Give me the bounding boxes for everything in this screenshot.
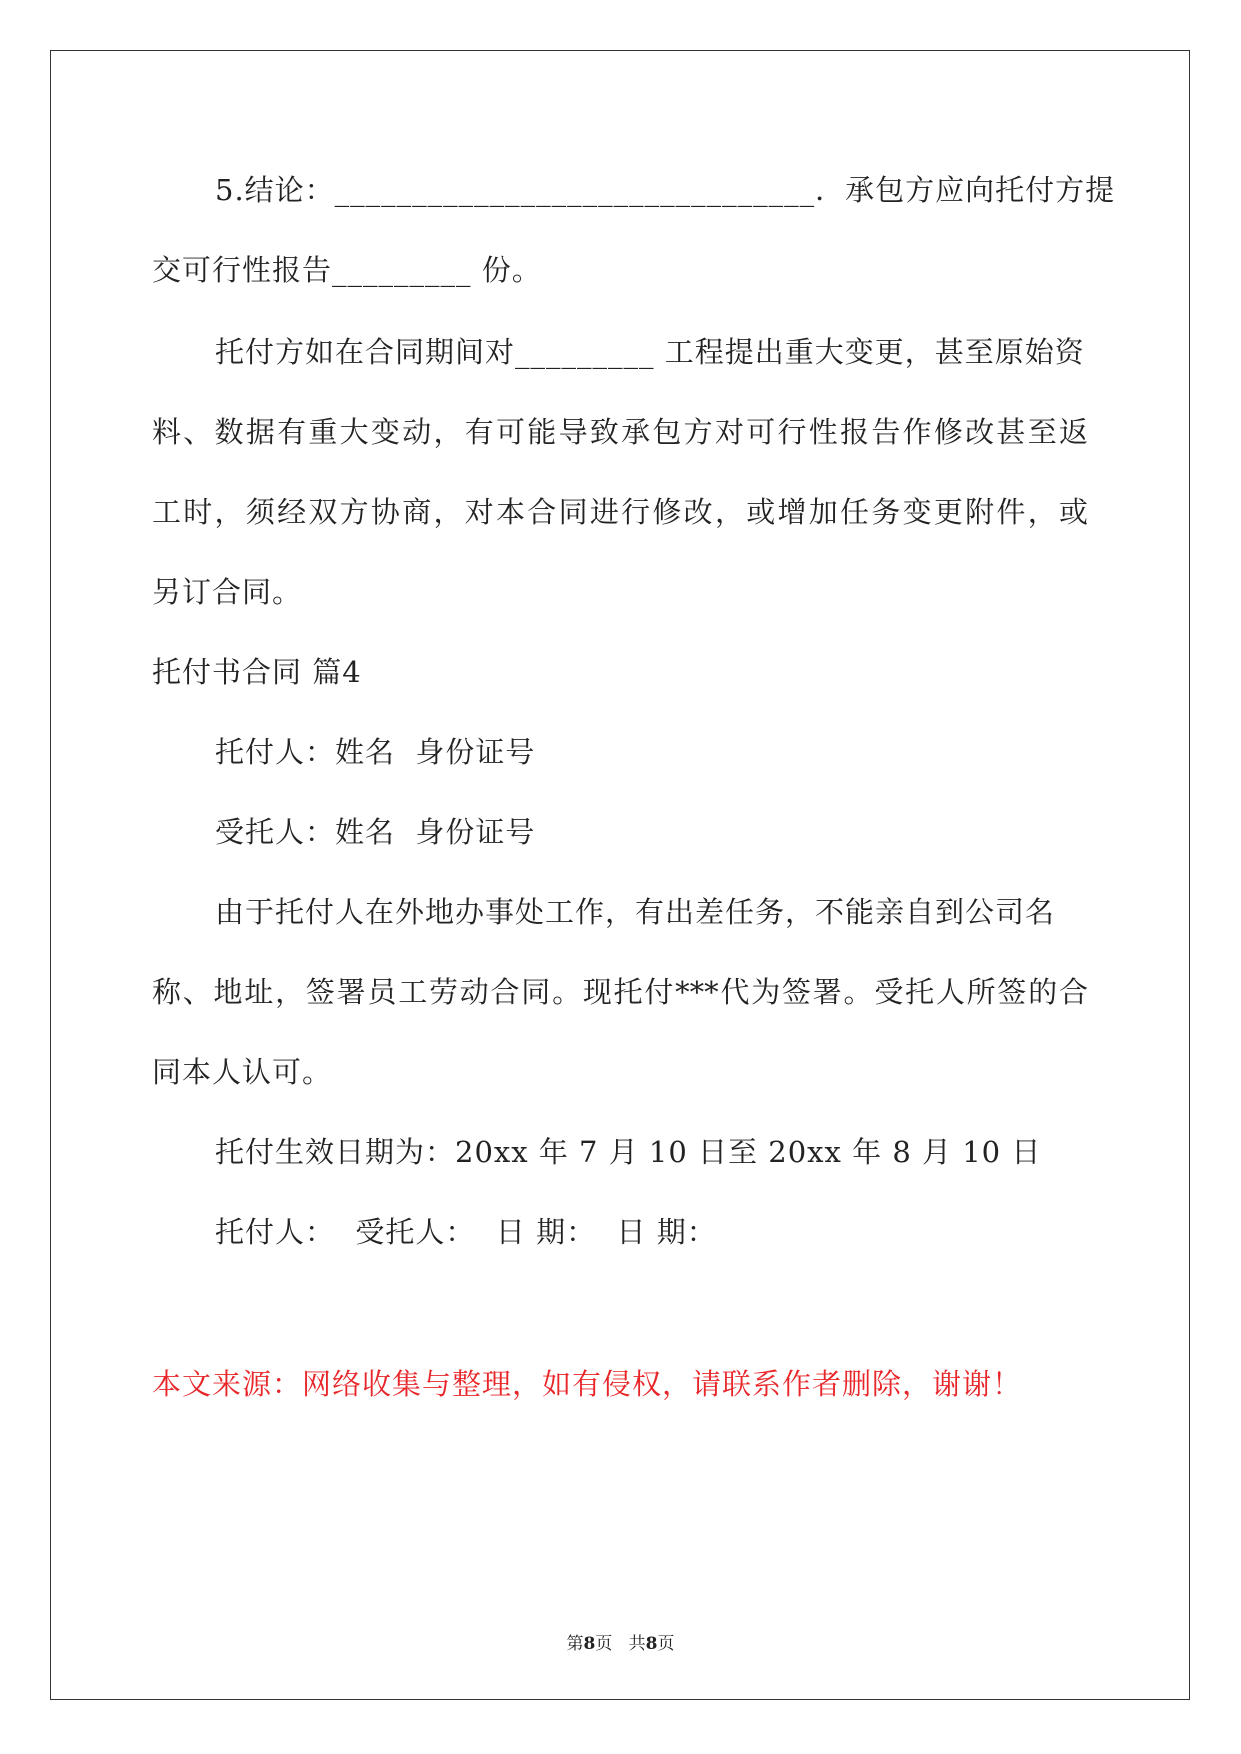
validity-period-line: 托付生效日期为：20xx 年 7 月 10 日至 20xx 年 8 月 10 日 bbox=[215, 1135, 1042, 1169]
paragraph-change-line-4: 另订合同。 bbox=[152, 575, 303, 609]
paragraph-reason-line-3: 同本人认可。 bbox=[152, 1055, 333, 1089]
section-heading: 托付书合同 篇4 bbox=[152, 655, 362, 689]
total-prefix: 共 bbox=[628, 1634, 646, 1654]
page-suffix: 页 bbox=[595, 1634, 613, 1654]
total-suffix: 页 bbox=[657, 1634, 675, 1654]
page-footer bbox=[0, 1634, 1241, 1654]
paragraph-change-line-2: 料、数据有重大变动，有可能导致承包方对可行性报告作修改甚至返 bbox=[152, 415, 1088, 449]
entrustor-line: 托付人：姓名 身份证号 bbox=[215, 735, 536, 769]
source-notice: 本文来源：网络收集与整理，如有侵权，请联系作者删除，谢谢！ bbox=[152, 1367, 1023, 1401]
paragraph-reason-line-1: 由于托付人在外地办事处工作，有出差任务，不能亲自到公司名 bbox=[215, 895, 1056, 929]
page-number: 8 bbox=[583, 1634, 596, 1654]
signature-line: 托付人： 受托人： 日 期： 日 期： bbox=[215, 1215, 717, 1249]
paragraph-change-line-3: 工时，须经双方协商，对本合同进行修改，或增加任务变更附件，或 bbox=[152, 495, 1088, 529]
trustee-line: 受托人：姓名 身份证号 bbox=[215, 815, 536, 849]
paragraph-reason-line-2: 称、地址，签署员工劳动合同。现托付***代为签署。受托人所签的合 bbox=[152, 975, 1088, 1009]
total-pages: 8 bbox=[645, 1634, 658, 1654]
page-prefix: 第 bbox=[566, 1634, 584, 1654]
page-border bbox=[50, 50, 1190, 1700]
report-copies-line: 交可行性报告_________ 份。 bbox=[152, 253, 542, 287]
conclusion-line: 5.结论：_______________________________．承包方应向托付方提 bbox=[215, 173, 1116, 207]
paragraph-change-line-1: 托付方如在合同期间对_________ 工程提出重大变更，甚至原始资 bbox=[215, 335, 1085, 369]
